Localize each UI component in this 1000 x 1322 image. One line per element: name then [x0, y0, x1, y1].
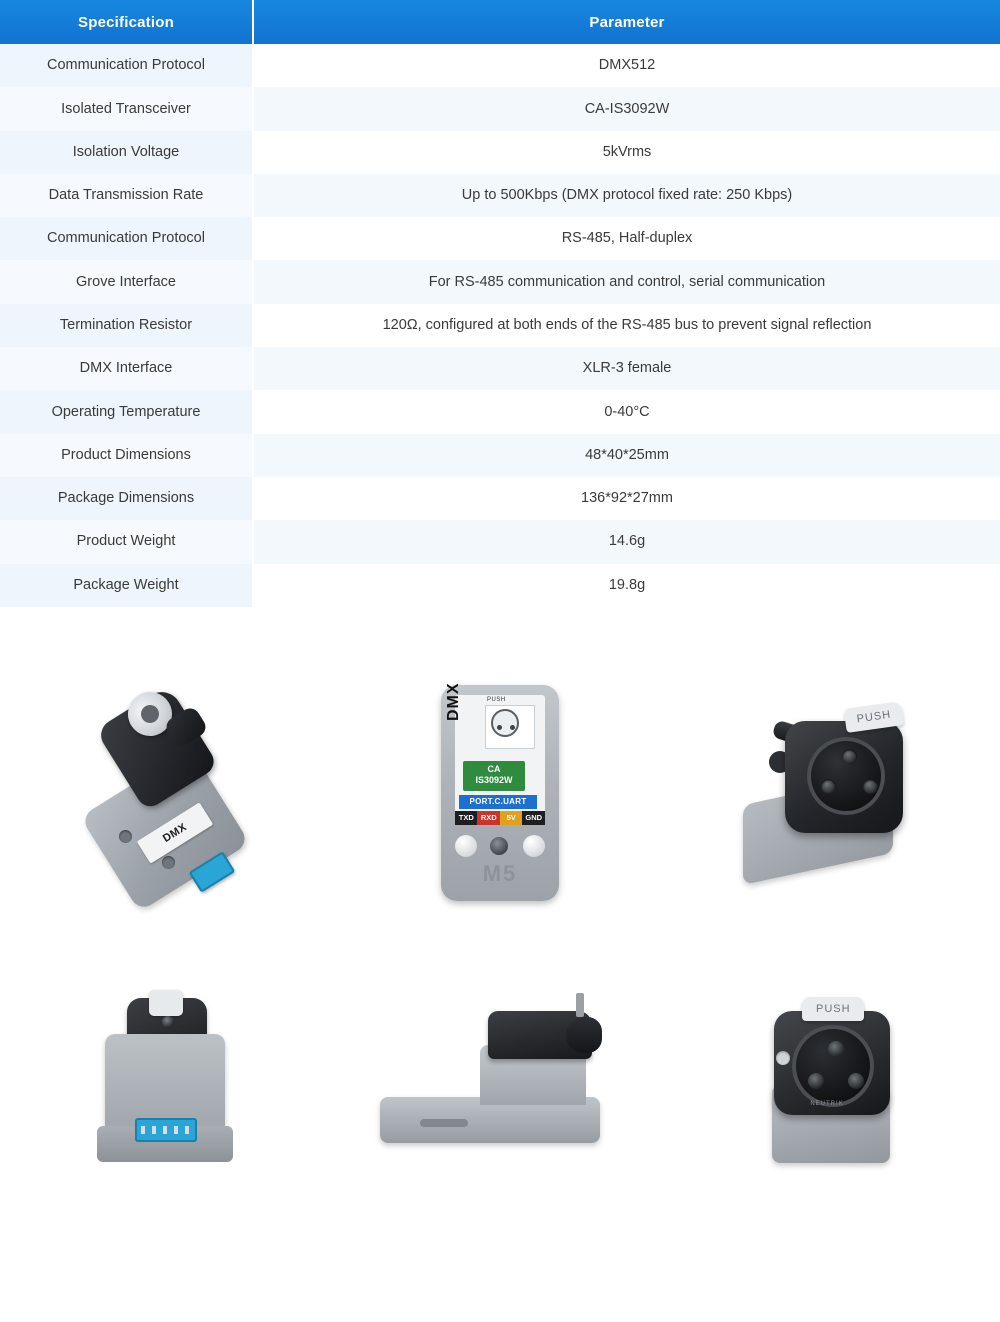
mounting-hole-icon: [119, 830, 132, 843]
product-photo-angled-unit: [0, 643, 333, 943]
spec-name: Package Dimensions: [0, 477, 253, 520]
spec-value: CA-IS3092W: [253, 87, 1000, 130]
screw-hole-icon: [455, 835, 477, 857]
table-row: [0, 44, 1000, 87]
product-image-gallery: [0, 607, 1000, 1223]
spec-name: DMX Interface: [0, 347, 253, 390]
brand-logo: M5: [482, 860, 518, 886]
pin-label-rxd: RXD: [477, 811, 500, 825]
gallery-row-1: [0, 643, 1000, 943]
spec-name: Product Dimensions: [0, 434, 253, 477]
port-label: PORT.C.UART: [459, 795, 537, 809]
xlr-metal-tab: [576, 993, 584, 1017]
specification-table: [0, 0, 1000, 607]
column-header-parameter: Parameter: [253, 0, 1000, 44]
grove-connector: [135, 1118, 197, 1142]
pin-label-txd: TXD: [455, 811, 478, 825]
product-photo-front-face: [333, 643, 666, 943]
unit-slot: [420, 1119, 468, 1127]
spec-value: Up to 500Kbps (DMX protocol fixed rate: 250 Kbps): [253, 174, 1000, 217]
chip-line-1: CA: [487, 763, 501, 774]
spec-name: Product Weight: [0, 520, 253, 563]
spec-name: Termination Resistor: [0, 304, 253, 347]
table-row: [0, 87, 1000, 130]
transceiver-chip-label: [463, 761, 525, 791]
spec-value: DMX512: [253, 44, 1000, 87]
spec-name: Communication Protocol: [0, 217, 253, 260]
spec-value: 5kVrms: [253, 131, 1000, 174]
spec-name: Isolation Voltage: [0, 131, 253, 174]
table-row: [0, 174, 1000, 217]
column-header-specification: Specification: [0, 0, 253, 44]
table-row: [0, 520, 1000, 563]
center-hole-icon: [490, 837, 508, 855]
product-photo-xlr-front: [667, 943, 1000, 1223]
spec-value: 19.8g: [253, 564, 1000, 607]
product-photo-side-profile: [333, 943, 666, 1223]
spec-value: 136*92*27mm: [253, 477, 1000, 520]
table-row: [0, 477, 1000, 520]
table-row: [0, 564, 1000, 607]
unit-label-text: DMX: [160, 820, 189, 845]
xlr-connector-nose: [566, 1017, 602, 1053]
spec-value: 48*40*25mm: [253, 434, 1000, 477]
spec-name: Grove Interface: [0, 260, 253, 303]
table-row: [0, 347, 1000, 390]
table-row: [0, 434, 1000, 477]
spec-value: 0-40°C: [253, 390, 1000, 433]
table-row: [0, 390, 1000, 433]
spec-name: Operating Temperature: [0, 390, 253, 433]
table-row: [0, 260, 1000, 303]
spec-value: XLR-3 female: [253, 347, 1000, 390]
chip-line-2: IS3092W: [475, 774, 513, 785]
gallery-row-2: [0, 943, 1000, 1223]
xlr-pin-3: [162, 1016, 174, 1028]
xlr-socket-icon: [491, 709, 519, 737]
table-row: [0, 131, 1000, 174]
screw-hole-icon: [523, 835, 545, 857]
product-photo-top-view: [0, 943, 333, 1223]
spec-value: For RS-485 communication and control, serial communication: [253, 260, 1000, 303]
spec-name: Communication Protocol: [0, 44, 253, 87]
dmx-side-label: DMX: [444, 682, 462, 721]
push-tab-label: PUSH: [844, 701, 905, 733]
pin-label-gnd: GND: [522, 811, 545, 825]
spec-name: Data Transmission Rate: [0, 174, 253, 217]
table-row: [0, 304, 1000, 347]
pin-legend: [455, 811, 545, 825]
spec-value: 120Ω, configured at both ends of the RS-485 bus to prevent signal reflection: [253, 304, 1000, 347]
product-photo-xlr-three-quarter: [667, 643, 1000, 943]
table-row: [0, 217, 1000, 260]
push-label: PUSH: [486, 696, 506, 703]
spec-name: Isolated Transceiver: [0, 87, 253, 130]
push-tab-label: PUSH: [802, 997, 864, 1021]
xlr-ring-icon: [792, 1025, 874, 1107]
connector-brand-label: NEUTRIK: [810, 1100, 844, 1107]
spec-name: Package Weight: [0, 564, 253, 607]
pin-label-5v: 5V: [500, 811, 523, 825]
spec-value: RS-485, Half-duplex: [253, 217, 1000, 260]
mounting-hole-icon: [162, 856, 175, 869]
spec-value: 14.6g: [253, 520, 1000, 563]
xlr-clip: [149, 990, 183, 1016]
table-header-row: [0, 0, 1000, 44]
